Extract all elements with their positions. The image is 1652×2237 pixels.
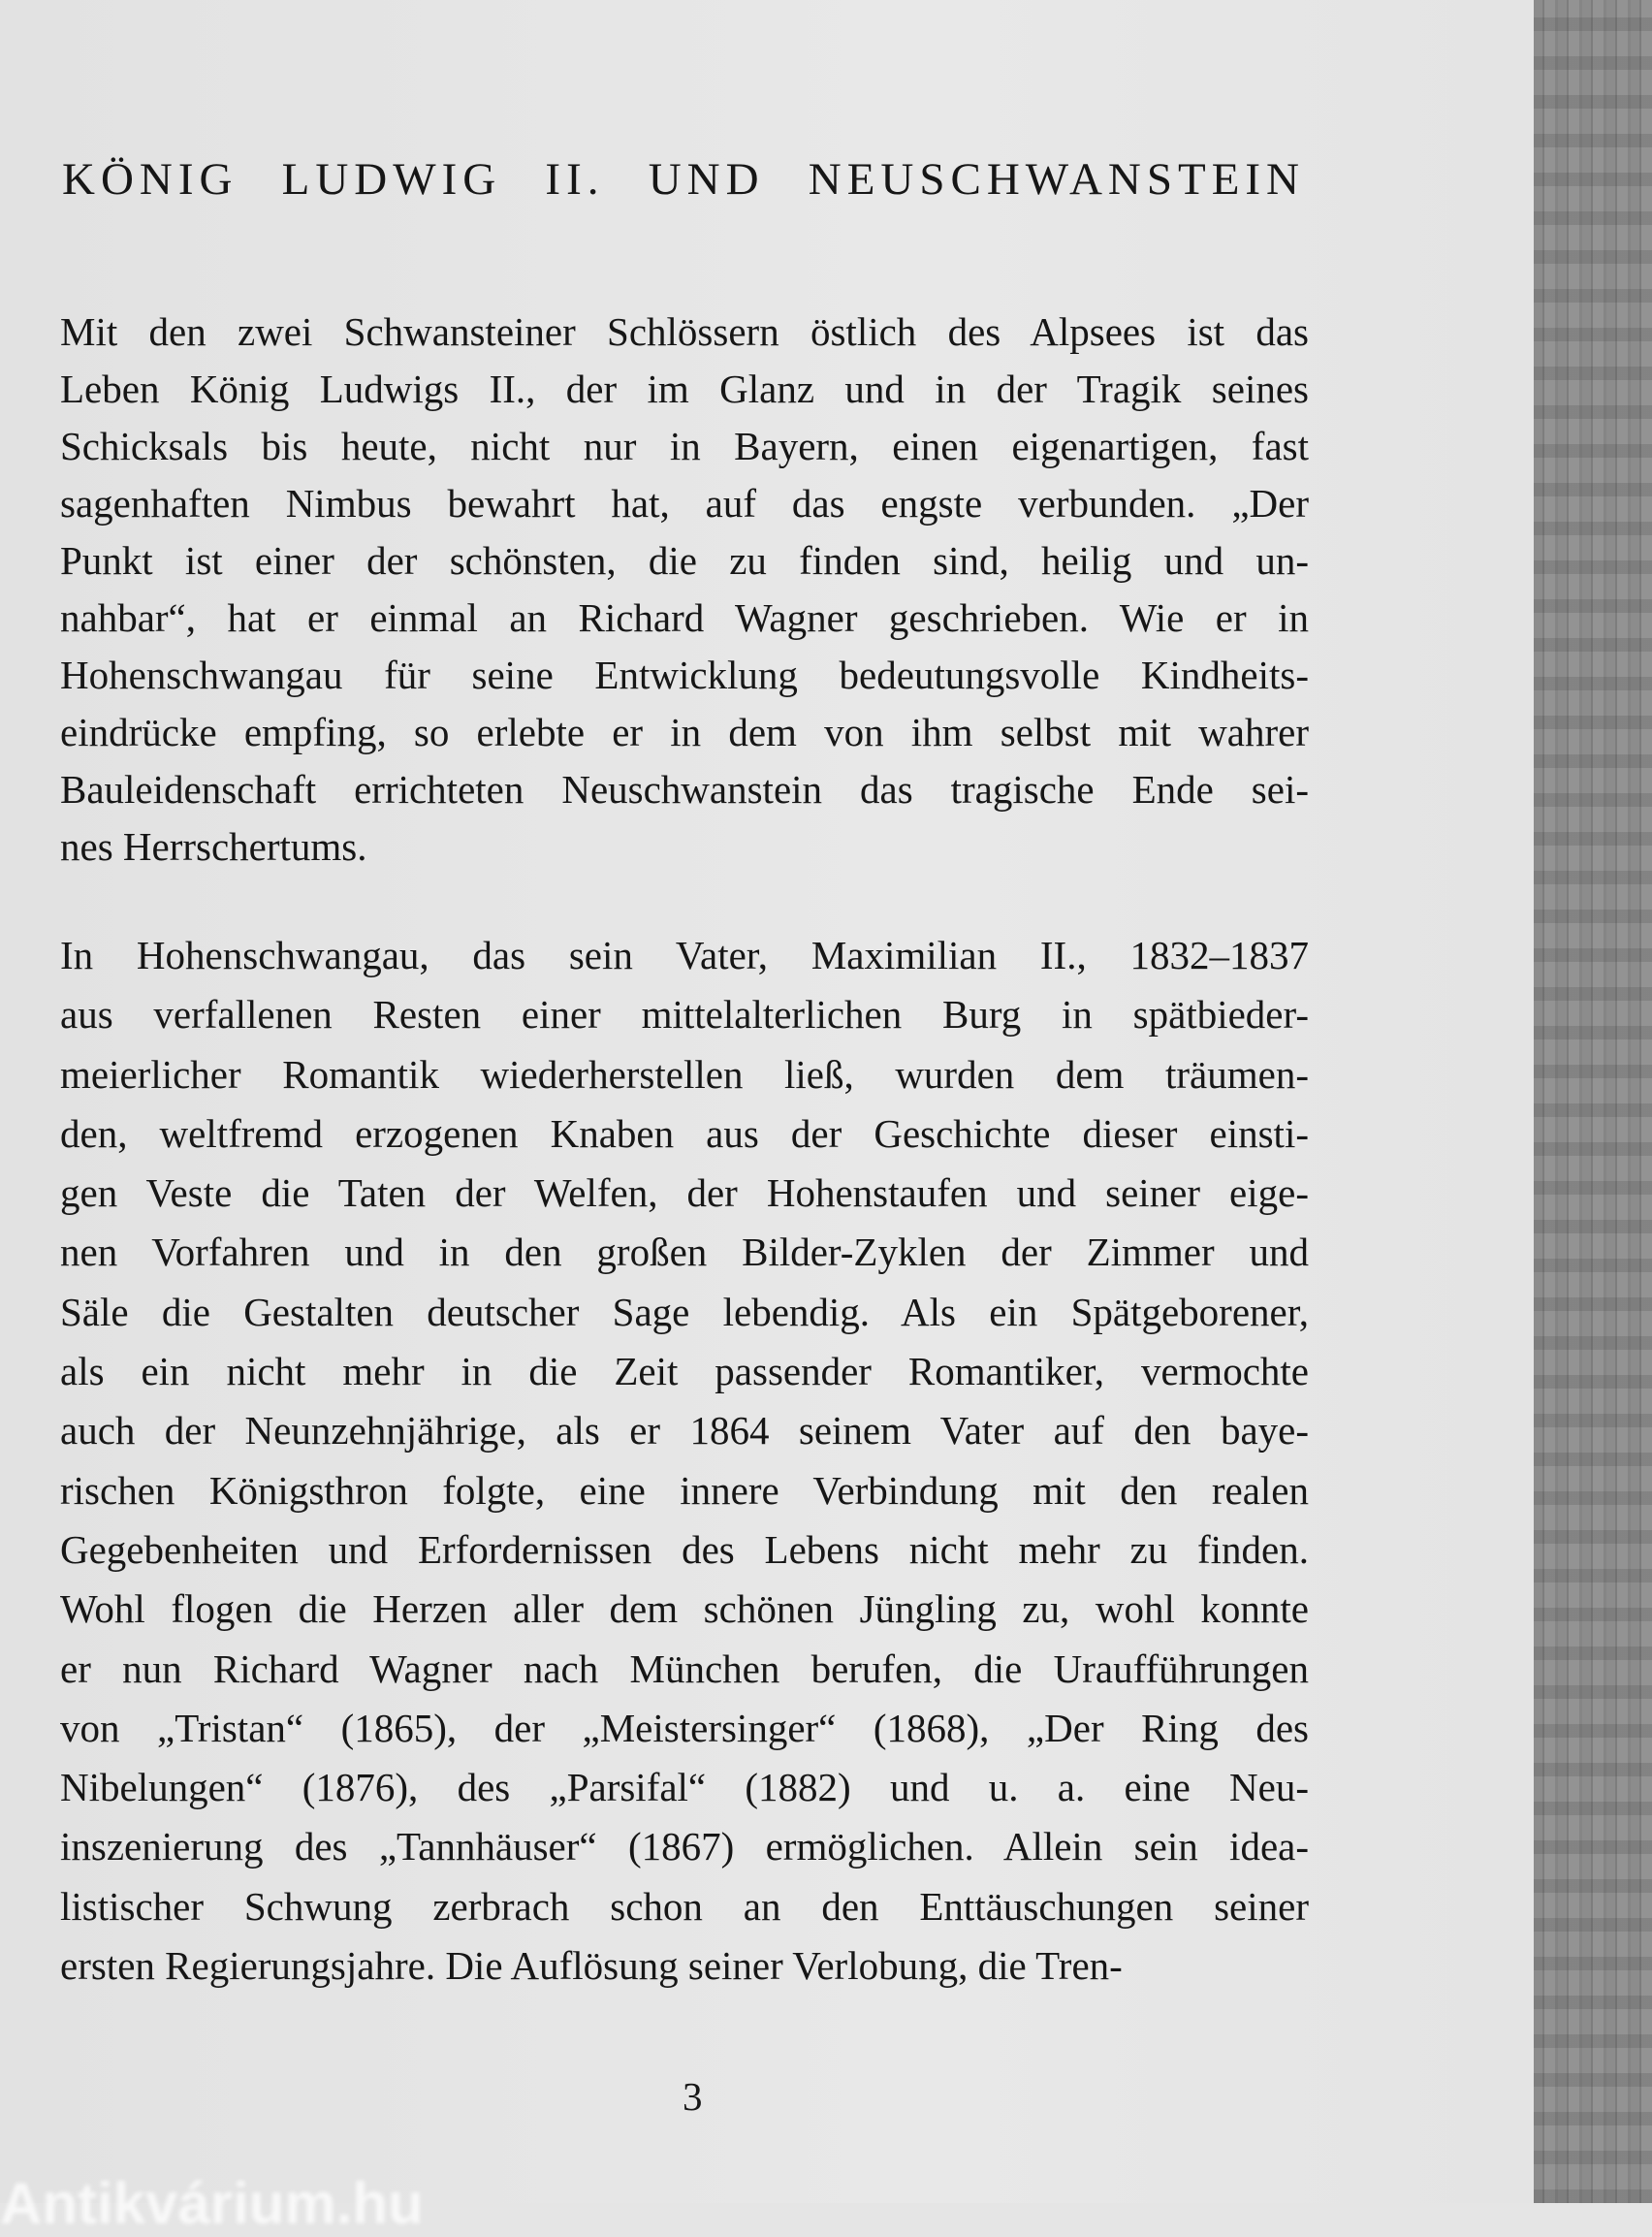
text-line: sagenhaften Nimbus bewahrt hat, auf das engste verbunden. „Der [60,481,1309,526]
text-line: Schicksals bis heute, nicht nur in Bayern, einen eigenartigen, fast [60,424,1309,468]
text-line: Leben König Ludwigs II., der im Glanz und in der Tragik seines [60,367,1309,411]
text-line: als ein nicht mehr in die Zeit passender Romantiker, vermochte [60,1349,1309,1394]
watermark: Antikvárium.hu [0,2171,424,2236]
text-line: Nibelungen“ (1876), des „Parsifal“ (1882) und u. a. eine Neu- [60,1765,1309,1810]
page-number: 3 [683,2074,703,2119]
text-line: nes Herrschertums. [60,824,367,869]
text-line: gen Veste die Taten der Welfen, der Hohenstaufen und seiner eige- [60,1170,1309,1216]
text-line: Gegebenheiten und Erfordernissen des Lebens nicht mehr zu finden. [60,1526,1309,1572]
text-line: auch der Neunzehnjährige, als er 1864 seinem Vater auf den baye- [60,1408,1309,1454]
text-line: Bauleidenschaft errichteten Neuschwanstein das tragische Ende sei- [60,767,1309,812]
text-line: rischen Königsthron folgte, eine innere Verbindung mit den realen [60,1467,1309,1513]
text-line: listischer Schwung zerbrach schon an den Enttäuschungen seiner [60,1883,1309,1929]
paragraph-1 [60,304,1309,876]
text-line: In Hohenschwangau, das sein Vater, Maximilian II., 1832–1837 [60,933,1309,977]
text-line: nahbar“, hat er einmal an Richard Wagner geschrieben. Wie er in [60,595,1309,640]
text-line: Mit den zwei Schwansteiner Schlössern östlich des Alpsees ist das [60,309,1309,354]
text-line: ersten Regierungsjahre. Die Auflösung seiner Verlobung, die Tren- [60,1943,1123,1989]
text-line: meierlicher Romantik wiederherstellen ließ, wurden dem träumen- [60,1051,1309,1097]
text-line: nen Vorfahren und in den großen Bilder-Zyklen der Zimmer und [60,1230,1309,1275]
text-line: Wohl flogen die Herzen aller dem schönen Jüngling zu, wohl konnte [60,1586,1309,1632]
paragraph-2 [60,926,1309,1996]
text-line: Säle die Gestalten deutscher Sage lebendig. Als ein Spätgeborener, [60,1289,1309,1334]
text-line: er nun Richard Wagner nach München berufen, die Uraufführungen [60,1646,1309,1691]
text-line: eindrücke empfing, so erlebte er in dem von ihm selbst mit wahrer [60,710,1309,754]
text-line: inszenierung des „Tannhäuser“ (1867) ermöglichen. Allein sein idea- [60,1824,1309,1869]
book-cover-edge [1534,0,1652,2203]
text-line: von „Tristan“ (1865), der „Meistersinger“ (1868), „Der Ring des [60,1705,1309,1750]
text-line: Hohenschwangau für seine Entwicklung bedeutungsvolle Kindheits- [60,653,1309,697]
text-line: den, weltfremd erzogenen Knaben aus der Geschichte dieser einsti- [60,1110,1309,1156]
text-line: aus verfallenen Resten einer mittelalterlichen Burg in spätbieder- [60,992,1309,1038]
chapter-heading: KÖNIG LUDWIG II. UND NEUSCHWANSTEIN [62,154,1305,205]
text-line: Punkt ist einer der schönsten, die zu finden sind, heilig und un- [60,538,1309,583]
